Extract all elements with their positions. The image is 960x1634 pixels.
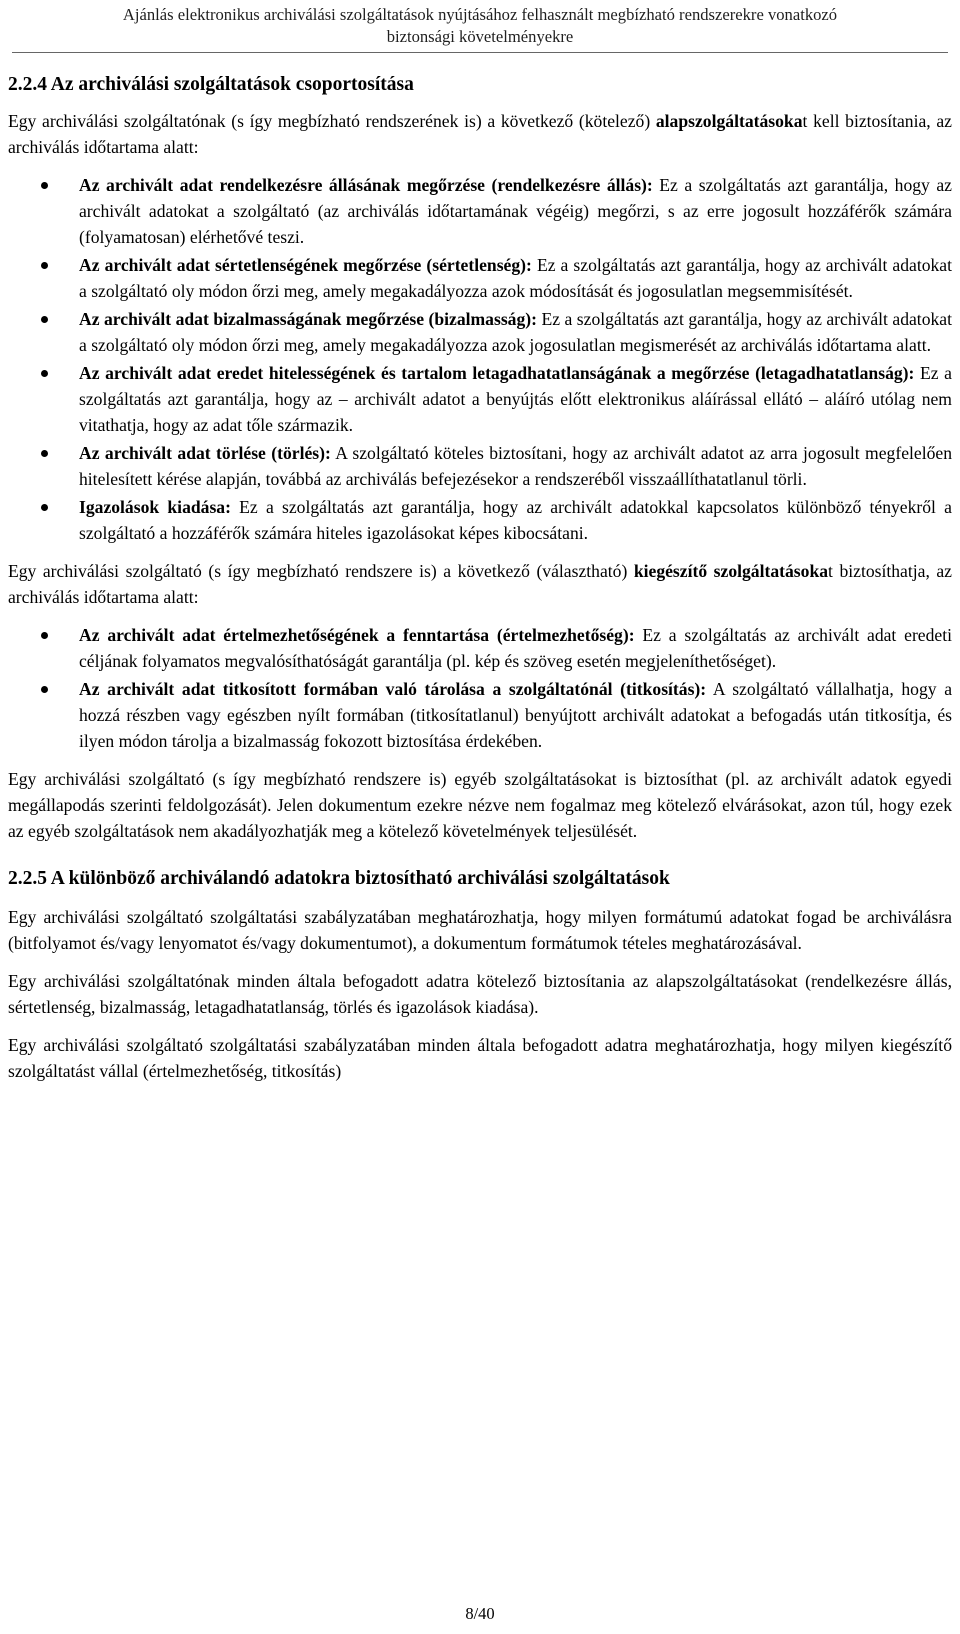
page-content (8, 72, 952, 1096)
optional-intro-text-1: Egy archiválási szolgáltató (s így megbízható rendszere is) a következő (választható) (8, 561, 634, 581)
list-item-text: Ez a szolgáltatás azt garantálja, hogy az archivált adatokat a szolgáltató oly módon őrzi meg, amely megakadályozza azok módosítását és jogosulatlan megsemmisítését. (79, 255, 952, 301)
list-item (8, 360, 952, 438)
header-line-2: biztonsági követelményekre (386, 27, 574, 46)
header-divider (12, 52, 948, 53)
list-item-text: A szolgáltató köteles biztosítani, hogy az archivált adatot az arra jogosult megfelelően hitelesített kérése alapján, továbbá az archiválás befejezésekor a rendszeréből visszaállíthatatlanul törli. (79, 443, 952, 489)
bullet-icon (41, 316, 48, 323)
intro-text-2: t kell biztosítania, az archiválás időtartama alatt: (8, 111, 952, 157)
bullet-icon (41, 504, 48, 511)
body-paragraph: Egy archiválási szolgáltató szolgáltatási szabályzatában minden általa befogadott adatra meghatározhatja, hogy milyen kiegészítő szolgáltatást vállal (értelmezhetőség, titkosítás) (8, 1035, 952, 1081)
list-item-term: Igazolások kiadása: (79, 497, 231, 517)
list-item-term: Az archivált adat értelmezhetőségének a fenntartása (értelmezhetőség): (79, 625, 635, 645)
other-services-paragraph: Egy archiválási szolgáltató (s így megbízható rendszere is) egyéb szolgáltatásokat is biztosíthat (pl. az archivált adatok egyedi megállapodás szerinti feldolgozását). Jelen dokumentum ezekre nézve nem fogalmaz meg kötelező elvárásokat, azon túl, hogy ezek az egyéb szolgáltatások nem akadályozhatják meg a kötelező követelmények teljesülését. (8, 769, 952, 841)
section-heading-2-2-4: 2.2.4 Az archiválási szolgáltatások csoportosítása (8, 74, 414, 95)
running-header (0, 4, 960, 48)
list-item-text: Ez a szolgáltatás azt garantálja, hogy az archivált adatokat a szolgáltató oly módon őrzi meg, amely megakadályozza azok jogosulatlan megismerését az archiválás időtartama alatt. (79, 309, 952, 355)
bullet-icon (41, 370, 48, 377)
header-line-1: Ajánlás elektronikus archiválási szolgáltatások nyújtásához felhasznált megbízható rendszerekre vonatkozó (122, 5, 838, 24)
list-item (8, 252, 952, 304)
bullet-icon (41, 686, 48, 693)
list-item-term: Az archivált adat rendelkezésre állásának megőrzése (rendelkezésre állás): (79, 175, 653, 195)
body-paragraph: Egy archiválási szolgáltató szolgáltatási szabályzatában meghatározhatja, hogy milyen formátumú adatokat fogad be archiválásra (bitfolyamot és/vagy lenyomatot és/vagy dokumentumot), a dokumentum formátumok tételes meghatározásával. (8, 907, 952, 953)
list-item (8, 622, 952, 674)
list-item (8, 306, 952, 358)
list-item-term: Az archivált adat sértetlenségének megőrzése (sértetlenség): (79, 255, 532, 275)
section-heading-2-2-5: 2.2.5 A különböző archiválandó adatokra biztosítható archiválási szolgáltatások (8, 868, 670, 889)
bullet-icon (41, 450, 48, 457)
list-item (8, 494, 952, 546)
list-item-term: Az archivált adat bizalmasságának megőrzése (bizalmasság): (79, 309, 537, 329)
list-item-term: Az archivált adat titkosított formában való tárolása a szolgáltatónál (titkosítás): (79, 679, 707, 699)
optional-intro-text-2: t biztosíthatja, az archiválás időtartama alatt: (8, 561, 952, 607)
page-number: 8/40 (465, 1604, 495, 1623)
intro-text-1: Egy archiválási szolgáltatónak (s így megbízható rendszerének is) a következő (kötelező) (8, 111, 656, 131)
list-item (8, 440, 952, 492)
bullet-icon (41, 182, 48, 189)
body-paragraph: Egy archiválási szolgáltatónak minden általa befogadott adatra kötelező biztosítania az alapszolgáltatásokat (rendelkezésre állás, sértetlenség, bizalmasság, letagadhatatlanság, törlés és igazolások kiadása). (8, 971, 952, 1017)
mandatory-services-list (8, 172, 952, 546)
list-item (8, 172, 952, 250)
list-item-text: Ez a szolgáltatás azt garantálja, hogy az archivált adatokkal kapcsolatos különböző tényekről a szolgáltató a hozzáférők számára hiteles igazolásokat képes kibocsátani. (79, 497, 952, 543)
list-item-text: Ez a szolgáltatás azt garantálja, hogy az archivált adatokat a szolgáltató (az archiválás időtartamának végéig) megőrzi, s az erre jogosult hozzáférők számára (folyamatosan) elérhetővé teszi. (79, 175, 952, 247)
list-item-text: Ez a szolgáltatás az archivált adat eredeti céljának folyamatos megvalósíthatóságát garantálja (pl. kép és szöveg esetén megjeleníthetőséget). (79, 625, 952, 671)
bullet-icon (41, 262, 48, 269)
intro-bold-term: alapszolgáltatásoka (655, 111, 803, 131)
list-item-term: Az archivált adat eredet hitelességének és tartalom letagadhatatlanságának a megőrzése (letagadhatatlanság): (79, 363, 915, 383)
mandatory-intro-paragraph (8, 108, 952, 160)
list-item-text: Ez a szolgáltatás azt garantálja, hogy az – archivált adatot a benyújtás előtt elektronikus aláírással ellátó – aláíró utólag nem vitathatja, hogy az adat tőle származik. (79, 363, 952, 435)
optional-intro-bold-term: kiegészítő szolgáltatásoka (633, 561, 829, 581)
optional-intro-paragraph (8, 558, 952, 610)
list-item (8, 676, 952, 754)
list-item-term: Az archivált adat törlése (törlés): (79, 443, 331, 463)
list-item-text: A szolgáltató vállalhatja, hogy a hozzá részben vagy egészben nyílt formában (titkosítatlanul) benyújtott archivált adatokat a befogadás után titkosítja, és ilyen módon tárolja a bizalmasság fokozott biztosítása érdekében. (79, 679, 952, 751)
optional-services-list (8, 622, 952, 754)
bullet-icon (41, 632, 48, 639)
